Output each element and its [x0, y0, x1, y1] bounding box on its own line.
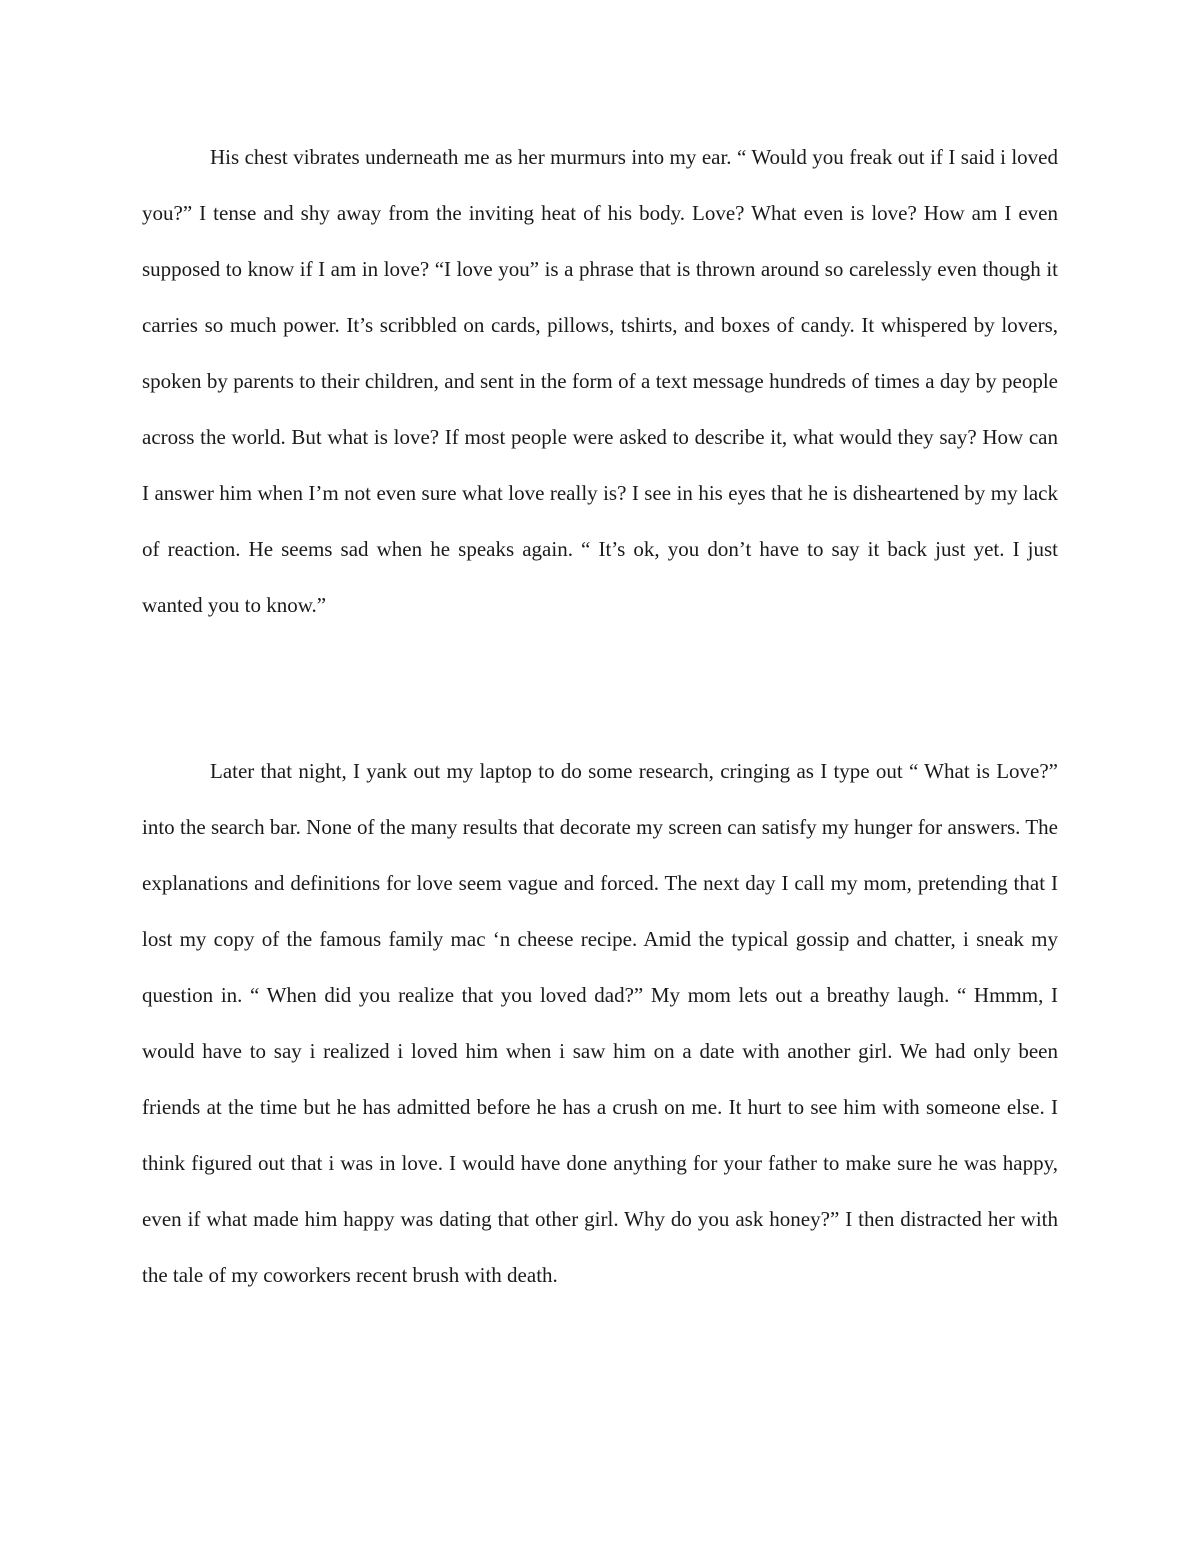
paragraph-1: His chest vibrates underneath me as her murmurs into my ear. “ Would you freak out if I said i loved you?” I tense and shy away from the inviting heat of his body. Love? What even is love? How am I even supposed to know if I am in love? “I love you” is a phrase that is thrown around so carelessly even though it carries so much power. It’s scribbled on cards, pillows, tshirts, and boxes of candy. It whispered by lovers, spoken by parents to their children, and sent in the form of a text message hundreds of times a day by people across the world. But what is love? If most people were asked to describe it, what would they say? How can I answer him when I’m not even sure what love really is? I see in his eyes that he is disheartened by my lack of reaction. He seems sad when he speaks again. “ It’s ok, you don’t have to say it back just yet. I just wanted you to know.” [142, 145, 1058, 617]
paragraph-2: Later that night, I yank out my laptop to do some research, cringing as I type out “ What is Love?” into the search bar. None of the many results that decorate my screen can satisfy my hunger for answers. The explanations and definitions for love seem vague and forced. The next day I call my mom, pretending that I lost my copy of the famous family mac ‘n cheese recipe. Amid the typical gossip and chatter, i sneak my question in. “ When did you realize that you loved dad?” My mom lets out a breathy laugh. “ Hmmm, I would have to say i realized i loved him when i saw him on a date with another girl. We had only been friends at the time but he has admitted before he has a crush on me. It hurt to see him with someone else. I think figured out that i was in love. I would have done anything for your father to make sure he was happy, even if what made him happy was dating that other girl. Why do you ask honey?” I then distracted her with the tale of my coworkers recent brush with death. [142, 759, 1058, 1287]
